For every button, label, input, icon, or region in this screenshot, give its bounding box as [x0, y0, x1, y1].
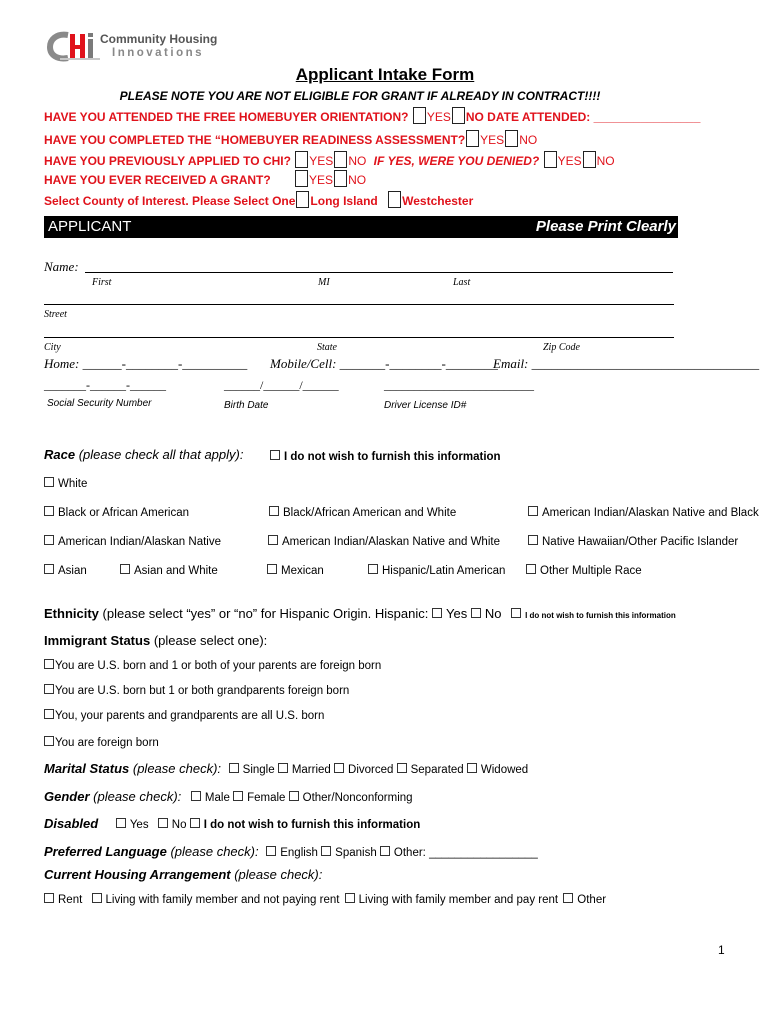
name-label: Name:	[44, 259, 79, 274]
checkbox-icon[interactable]	[270, 450, 280, 460]
logo	[46, 30, 226, 64]
county-westchester-checkbox[interactable]	[388, 191, 401, 208]
denied-yes-checkbox[interactable]	[544, 151, 557, 168]
dob-caption: Birth Date	[224, 400, 269, 411]
language-row: Preferred Language (please check): English Spanish Other: _________________	[44, 844, 538, 859]
race-heading: Race (please check all that apply):	[44, 447, 244, 462]
housing-other-checkbox[interactable]	[563, 893, 573, 903]
immigrant-option-grandparents-foreign[interactable]: You are U.S. born but 1 or both grandparents foreign born	[44, 684, 349, 697]
immigrant-option-parents-foreign[interactable]: You are U.S. born and 1 or both of your parents are foreign born	[44, 659, 381, 672]
marital-married-checkbox[interactable]	[278, 763, 288, 773]
race-option-asian[interactable]: Asian	[44, 564, 87, 577]
checkbox-icon[interactable]	[268, 535, 278, 545]
language-other-checkbox[interactable]	[380, 846, 390, 856]
city-caption: City	[44, 342, 61, 353]
gender-row: Gender (please check): Male Female Other/Nonconforming	[44, 789, 413, 804]
marital-widowed-checkbox[interactable]	[467, 763, 477, 773]
race-decline-option[interactable]: I do not wish to furnish this information	[270, 450, 501, 463]
disabled-decline-checkbox[interactable]	[190, 818, 200, 828]
race-option-black[interactable]: Black or African American	[44, 506, 189, 519]
question-applied: HAVE YOU PREVIOUSLY APPLIED TO CHI? YES NO IF YES, WERE YOU DENIED? YES NO	[44, 151, 615, 168]
checkbox-icon[interactable]	[267, 564, 277, 574]
logo-org-line1: Community Housing	[100, 32, 218, 46]
race-option-native-white[interactable]: American Indian/Alaskan Native and White	[268, 535, 500, 548]
race-option-hawaiian[interactable]: Native Hawaiian/Other Pacific Islander	[528, 535, 738, 548]
orientation-yes-checkbox[interactable]	[413, 107, 426, 124]
mi-caption: MI	[318, 277, 330, 288]
language-spanish-checkbox[interactable]	[321, 846, 331, 856]
page-number: 1	[718, 943, 725, 957]
ethnicity-yes-checkbox[interactable]	[432, 608, 442, 618]
checkbox-icon[interactable]	[528, 506, 538, 516]
checkbox-icon[interactable]	[44, 659, 54, 669]
race-option-hispanic[interactable]: Hispanic/Latin American	[368, 564, 505, 577]
ethnicity-row: Ethnicity (please select “yes” or “no” for Hispanic Origin. Hispanic: Yes No I do not wish to furnish this information	[44, 606, 676, 621]
orientation-no-checkbox[interactable]	[452, 107, 465, 124]
immigrant-option-all-us-born[interactable]: You, your parents and grandparents are all U.S. born	[44, 709, 324, 722]
mobile-phone-field[interactable]: Mobile/Cell: _______-________-________	[270, 356, 498, 371]
disabled-yes-checkbox[interactable]	[116, 818, 126, 828]
zip-caption: Zip Code	[543, 342, 580, 353]
state-caption: State	[317, 342, 337, 353]
housing-heading: Current Housing Arrangement (please check):	[44, 867, 323, 882]
contract-notice: PLEASE NOTE YOU ARE NOT ELIGIBLE FOR GRANT IF ALREADY IN CONTRACT!!!!	[119, 89, 601, 103]
checkbox-icon[interactable]	[526, 564, 536, 574]
race-option-asian-white[interactable]: Asian and White	[120, 564, 218, 577]
gender-other-checkbox[interactable]	[289, 791, 299, 801]
ethnicity-decline-checkbox[interactable]	[511, 608, 521, 618]
housing-family-no-rent-checkbox[interactable]	[92, 893, 102, 903]
applied-yes-checkbox[interactable]	[295, 151, 308, 168]
housing-options-row: Rent Living with family member and not paying rent Living with family member and pay rent Other	[44, 893, 606, 906]
applicant-heading: APPLICANT	[48, 218, 132, 235]
checkbox-icon[interactable]	[44, 684, 54, 694]
gender-male-checkbox[interactable]	[191, 791, 201, 801]
disabled-no-checkbox[interactable]	[158, 818, 168, 828]
dl-caption: Driver License ID#	[384, 400, 467, 411]
checkbox-icon[interactable]	[44, 477, 54, 487]
race-option-native[interactable]: American Indian/Alaskan Native	[44, 535, 221, 548]
checkbox-icon[interactable]	[44, 564, 54, 574]
logo-org-line2: Innovations	[112, 47, 205, 59]
race-option-mexican[interactable]: Mexican	[267, 564, 324, 577]
marital-row: Marital Status (please check): Single Married Divorced Separated Widowed	[44, 761, 529, 776]
street-input-line[interactable]	[44, 304, 674, 305]
race-option-white[interactable]: White	[44, 477, 87, 490]
chi-logo-mark-icon	[46, 30, 104, 64]
immigrant-option-foreign-born[interactable]: You are foreign born	[44, 736, 159, 749]
question-county: Select County of Interest. Please Select One Long Island Westchester	[44, 191, 473, 208]
gender-female-checkbox[interactable]	[233, 791, 243, 801]
orientation-date-field[interactable]: DATE ATTENDED: ________________	[487, 110, 701, 124]
checkbox-icon[interactable]	[44, 506, 54, 516]
housing-family-pay-rent-checkbox[interactable]	[345, 893, 355, 903]
checkbox-icon[interactable]	[44, 535, 54, 545]
checkbox-icon[interactable]	[44, 736, 54, 746]
form-title: Applicant Intake Form	[295, 65, 475, 84]
checkbox-icon[interactable]	[528, 535, 538, 545]
checkbox-icon[interactable]	[269, 506, 279, 516]
marital-divorced-checkbox[interactable]	[334, 763, 344, 773]
ethnicity-no-checkbox[interactable]	[471, 608, 481, 618]
first-caption: First	[92, 277, 112, 288]
disabled-row: Disabled Yes No I do not wish to furnish this information	[44, 816, 421, 831]
immigrant-heading: Immigrant Status (please select one):	[44, 633, 268, 648]
applied-no-checkbox[interactable]	[334, 151, 347, 168]
dl-input[interactable]: _________________________	[384, 378, 534, 392]
home-phone-field[interactable]: Home: ______-________-__________	[44, 356, 248, 371]
housing-rent-checkbox[interactable]	[44, 893, 54, 903]
grant-yes-checkbox[interactable]	[295, 170, 308, 187]
question-grant: HAVE YOU EVER RECEIVED A GRANT? YES NO	[44, 170, 366, 187]
grant-no-checkbox[interactable]	[334, 170, 347, 187]
race-option-other-multiple[interactable]: Other Multiple Race	[526, 564, 642, 577]
language-english-checkbox[interactable]	[266, 846, 276, 856]
name-input-line[interactable]	[85, 272, 673, 273]
denied-no-checkbox[interactable]	[583, 151, 596, 168]
marital-separated-checkbox[interactable]	[397, 763, 407, 773]
race-option-native-black[interactable]: American Indian/Alaskan Native and Black	[528, 506, 759, 519]
applicant-section-bar	[44, 216, 678, 238]
email-field[interactable]: Email: ___________________________________	[493, 356, 760, 371]
dob-input[interactable]: ______/______/______	[224, 378, 339, 392]
race-option-black-white[interactable]: Black/African American and White	[269, 506, 456, 519]
checkbox-icon[interactable]	[120, 564, 130, 574]
checkbox-icon[interactable]	[368, 564, 378, 574]
checkbox-icon[interactable]	[44, 709, 54, 719]
readiness-no-checkbox[interactable]	[505, 130, 518, 147]
street-caption: Street	[44, 309, 67, 320]
question-readiness: HAVE YOU COMPLETED THE “HOMEBUYER READINESS ASSESSMENT? YES NO	[44, 130, 537, 147]
readiness-yes-checkbox[interactable]	[466, 130, 479, 147]
print-clearly-note: Please Print Clearly	[535, 218, 676, 235]
city-input-line[interactable]	[44, 337, 674, 338]
last-caption: Last	[453, 277, 471, 288]
ssn-input[interactable]: _______-______-______	[44, 378, 166, 392]
marital-single-checkbox[interactable]	[229, 763, 239, 773]
ssn-caption: Social Security Number	[47, 398, 152, 409]
question-orientation: HAVE YOU ATTENDED THE FREE HOMEBUYER ORIENTATION? YES NO DATE ATTENDED: ________________	[44, 107, 700, 124]
county-long-island-checkbox[interactable]	[296, 191, 309, 208]
